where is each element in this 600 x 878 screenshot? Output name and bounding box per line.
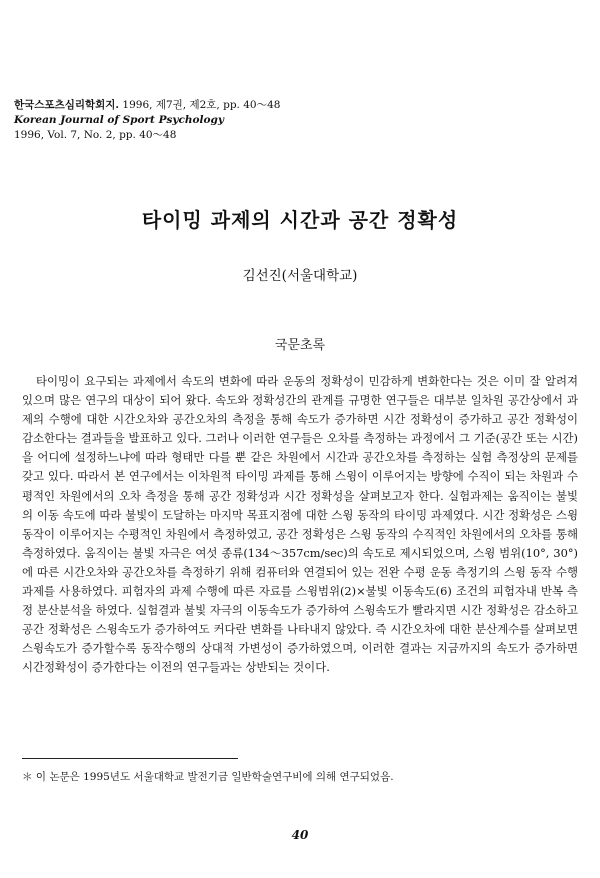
citation-korean-details: 1996, 제7권, 제2호, pp. 40～48 — [119, 99, 281, 111]
footnote: ＊ 이 논문은 1995년도 서울대학교 발전기금 일반학술연구비에 의해 연구되었음. — [22, 771, 394, 783]
abstract-heading: 국문초록 — [274, 338, 326, 353]
page-number: 40 — [291, 828, 309, 842]
journal-name-korean: 한국스포츠심리학회지. — [14, 99, 120, 111]
paper-title: 타이밍 과제의 시간과 공간 정확성 — [141, 208, 459, 232]
abstract-body: 타이밍이 요구되는 과제에서 속도의 변화에 따라 운동의 정확성이 민감하게 변화한다는 것은 이미 잘 알려져 있으며 많은 연구의 대상이 되어 왔다. 속도와 정확성간의 관계를 규명한 연구들은 대부분 일차원 공간상에서 과제의 수행에 대한 시간오차와 공간오차의 측정을 통해 속도가 증가하면 시간 정확성이 증가하고 공간 정확성이 감소한다는 결과들을 발표하고 있다. 그러나 이러한 연구들은 오차를 측정하는 과정에서 그 기준(공간 또는 시간)을 어디에 설정하느냐에 따라 형태만 다를 뿐 같은 차원에서 시간과 공간오차를 측정하는 실험 측정상의 문제를 갖고 있다. 따라서 본 연구에서는 이차원적 타이밍 과제를 통해 스윙이 이루어지는 방향에 수직이 되는 차원과 수평적인 차원에서의 오차 측정을 통해 공간 정확성과 시간 정확성을 살펴보고자 한다. 실험과제는 움직이는 불빛의 이동 속도에 따라 불빛이 도달하는 마지막 목표지점에 대한 스윙 동작의 타이밍 과제였다. 시간 정확성은 스윙 동작이 이루어지는 수평적인 차원에서 측정하였고, 공간 정확성은 스윙 동작의 수직적인 차원에서의 오차를 통해 측정하였다. 움직이는 불빛 자극은 여섯 종류(134～357cm/sec)의 속도로 제시되었으며, 스윙 범위(10°, 30°)에 따른 시간오차와 공간오차를 측정하기 위해 컴퓨터와 연결되어 있는 전완 수평 운동 측정기의 스윙 동작 수행 과제를 사용하였다. 피험자의 과제 수행에 따른 자료를 스윙범위(2)×불빛 이동속도(6) 조건의 피험자내 반복 측정 분산분석을 하였다. 실험결과 불빛 자극의 이동속도가 증가하여 스윙속도가 빨라지면 시간 정확성은 감소하고 공간 정확성은 스윙속도가 증가하여도 커다란 변화를 나타내지 않았다. 즉 시간오차에 대한 분산계수를 살펴보면 스윙속도가 증가할수록 동작수행의 상대적 가변성이 증가하였으며, 이러한 결과는 지금까지의 속도가 증가하면 시간정확성이 증가한다는 이전의 연구들과는 상반되는 것이다. — [22, 374, 578, 675]
citation-english-details: 1996, Vol. 7, No. 2, pp. 40～48 — [14, 129, 177, 141]
footnote-divider — [22, 758, 238, 759]
journal-name-english: Korean Journal of Sport Psychology — [14, 114, 224, 126]
citation-line-korean — [14, 98, 280, 113]
journal-citation-header — [14, 98, 280, 143]
author-affiliation: 김선진(서울대학교) — [242, 268, 358, 284]
